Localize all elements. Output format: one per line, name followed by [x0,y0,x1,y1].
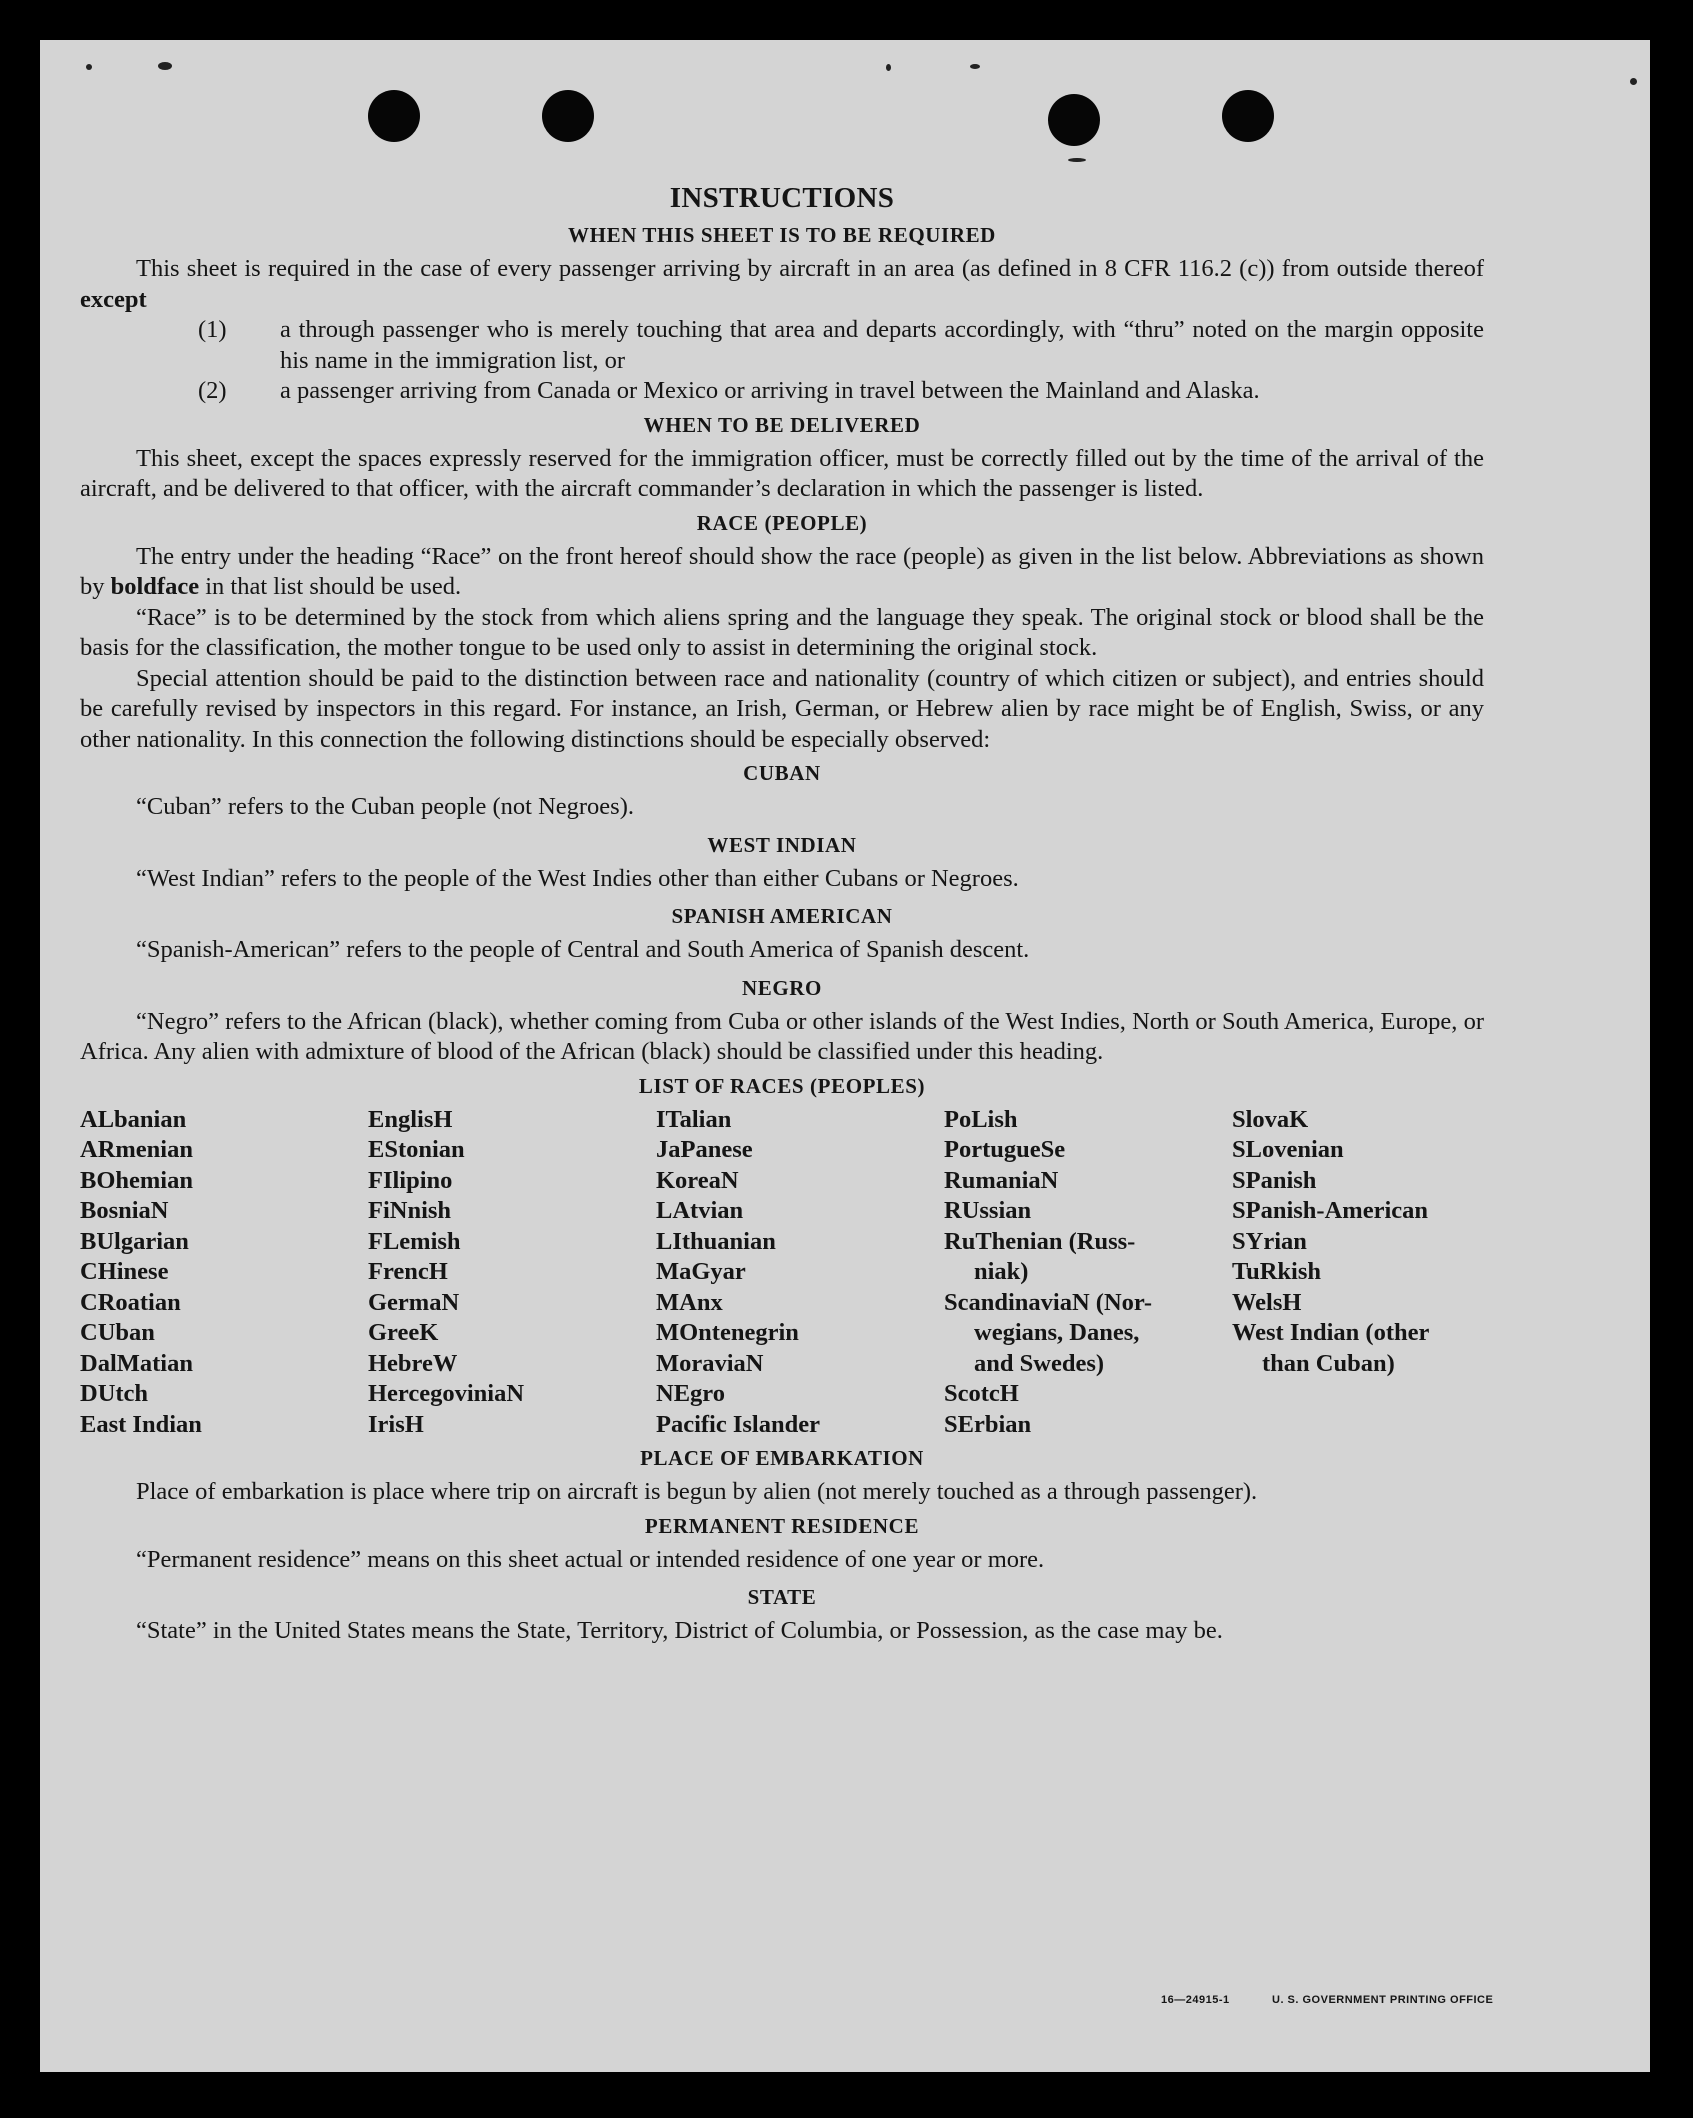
heading-when-required: WHEN THIS SHEET IS TO BE REQUIRED [568,223,996,247]
speck [86,64,92,70]
heading-race: RACE (PEOPLE) [696,510,868,535]
heading-west-indian: WEST INDIAN [707,832,857,857]
race-item: BUlgarian [80,1227,189,1255]
races-column-4 [944,1105,1232,1441]
races-column-5 [1232,1105,1484,1441]
race-item: GreeK [368,1319,439,1346]
race-item: CRoatian [80,1288,181,1316]
paragraph-residence: “Permanent residence” means on this sheet actual or intended residence of one year or more. [136,1545,1045,1573]
race-item: Pacific Islander [656,1410,820,1438]
race-item: BosniaN [80,1197,169,1224]
speck [886,64,891,71]
race-item: HebreW [368,1349,458,1377]
paragraph-cuban: “Cuban” refers to the Cuban people (not Negroes). [136,793,634,820]
race-item: EStonian [368,1136,465,1163]
race-item: RumaniaN [944,1166,1059,1194]
paragraph-state: “State” in the United States means the State, Territory, District of Columbia, or Possession, as the case may be. [136,1617,1223,1644]
race-item: RUssian [944,1197,1032,1224]
race-item: CUban [80,1319,155,1346]
race-item: SErbian [944,1410,1032,1438]
heading-state: STATE [747,1585,817,1609]
races-column-3 [656,1105,944,1441]
intro-except: except [80,285,147,313]
race-item: FLemish [368,1227,461,1255]
race-item: GermaN [368,1288,460,1316]
heading-cuban: CUBAN [743,761,821,785]
race-item: NEgro [656,1380,725,1407]
races-list [80,1105,1484,1441]
punch-hole [542,90,594,142]
speck [1630,78,1637,85]
heading-embarkation: PLACE OF EMBARKATION [640,1446,924,1470]
race-item: MOntenegrin [656,1319,799,1346]
race-text-c: in that list should be used. [199,573,462,600]
race-item: LIthuanian [656,1227,776,1255]
races-column-1 [80,1105,368,1441]
race-item: MAnx [656,1288,723,1316]
heading-spanish-american: SPANISH AMERICAN [671,904,893,928]
race-text-a: The entry under the heading “Race” on the front hereof should show the race (people) as given in the list below. Abbreviations as shown by [80,542,1484,600]
race-item: EnglisH [368,1105,453,1133]
race-item: SlovaK [1232,1105,1309,1133]
race-item: BOhemian [80,1166,193,1194]
race-item: HercegoviniaN [368,1380,525,1407]
item-text: a through passenger who is merely touching that area and departs accordingly, with “thru” noted on the margin opposite his name in the immigration list, or [280,316,1484,374]
intro-text: This sheet is required in the case of every passenger arriving by aircraft in an area (as defined in 8 CFR 116.2 (c)) from outside thereof [136,255,1484,282]
speck [1068,158,1086,162]
printing-office: U. S. GOVERNMENT PRINTING OFFICE [1272,1994,1494,2006]
race-item: DUtch [80,1380,149,1407]
race-item: JaPanese [656,1136,753,1163]
race-item: FIlipino [368,1166,453,1194]
item-number: (1) [198,316,227,343]
race-item: DalMatian [80,1349,193,1377]
race-item: than Cuban) [1262,1349,1395,1377]
race-item: KoreaN [656,1166,739,1194]
race-item: SYrian [1232,1227,1307,1255]
race-item: ScandinaviaN (Nor- [944,1288,1153,1316]
race-item: IrisH [368,1410,424,1438]
race-item: ScotcH [944,1380,1019,1407]
race-item: West Indian (other [1232,1319,1430,1346]
document-content [80,182,1484,1647]
paragraph-negro: “Negro” refers to the African (black), whether coming from Cuba or other islands of the West Indies, North or South America, Europe, or Africa. Any alien with admixture of blood of the African (black) should be classified under this heading. [80,1007,1484,1065]
races-column-2 [368,1105,656,1441]
item-number: (2) [198,377,227,404]
race-item: and Swedes) [974,1349,1105,1377]
race-text-boldface: boldface [110,573,200,600]
paragraph-race-2: “Race” is to be determined by the stock from which aliens spring and the language they speak. The original stock or blood shall be the basis for the classification, the mother tongue to be used only to assist in determining the original stock. [80,603,1484,661]
race-item: PortugueSe [944,1136,1066,1163]
race-item: MoraviaN [656,1349,764,1377]
race-item: RuThenian (Russ- [944,1227,1136,1255]
list-item [80,315,1484,376]
race-item: niak) [974,1258,1029,1285]
race-item: WelsH [1232,1288,1302,1316]
race-item: LAtvian [656,1197,744,1224]
race-item: East Indian [80,1410,202,1438]
page-title: INSTRUCTIONS [669,182,895,214]
form-code: 16—24915-1 [1161,1994,1230,2006]
race-item: SLovenian [1232,1136,1344,1163]
heading-when-delivered: WHEN TO BE DELIVERED [643,412,921,437]
heading-residence: PERMANENT RESIDENCE [644,1513,920,1538]
speck [158,62,172,70]
document-sheet [40,40,1650,2072]
paragraph-when-required [80,254,1484,315]
paragraph-when-delivered: This sheet, except the spaces expressly reserved for the immigration officer, must be correctly filled out by the time of the arrival of the aircraft, and be delivered to that officer, with the aircraft commander’s declaration in which the passenger is listed. [80,444,1484,502]
paragraph-embarkation: Place of embarkation is place where trip on aircraft is begun by alien (not merely touched as a through passenger). [136,1478,1258,1505]
race-item: wegians, Danes, [974,1319,1140,1346]
punch-hole [1048,94,1100,146]
race-item: PoLish [944,1105,1018,1133]
race-item: FiNnish [368,1197,452,1224]
punch-hole [368,90,420,142]
race-item: ARmenian [80,1136,193,1163]
race-item: ITalian [656,1105,732,1133]
race-item: MaGyar [656,1258,746,1285]
paragraph-race-3: Special attention should be paid to the distinction between race and nationality (country of which citizen or subject), and entries should be carefully revised by inspectors in this regard. For instance, an Irish, German, or Hebrew alien by race might be of English, Swiss, or any other nationality. In this connection the following distinctions should be especially observed: [80,664,1484,753]
race-item: FrencH [368,1258,448,1285]
race-item: SPanish [1232,1166,1317,1194]
punch-hole [1222,90,1274,142]
race-item: ALbanian [80,1105,187,1133]
heading-list-of-races: LIST OF RACES (PEOPLES) [638,1073,926,1098]
paragraph-race-1 [80,542,1484,603]
heading-negro: NEGRO [741,975,822,1000]
paragraph-spanish-american: “Spanish-American” refers to the people of Central and South America of Spanish descent. [136,936,1030,963]
list-item [80,376,1484,407]
race-item: CHinese [80,1258,169,1285]
race-item: SPanish-American [1232,1197,1428,1224]
speck [970,64,980,69]
paragraph-west-indian: “West Indian” refers to the people of the West Indies other than either Cubans or Negroes. [136,864,1019,892]
item-text: a passenger arriving from Canada or Mexico or arriving in travel between the Mainland and Alaska. [280,377,1260,404]
race-item: TuRkish [1232,1258,1322,1285]
